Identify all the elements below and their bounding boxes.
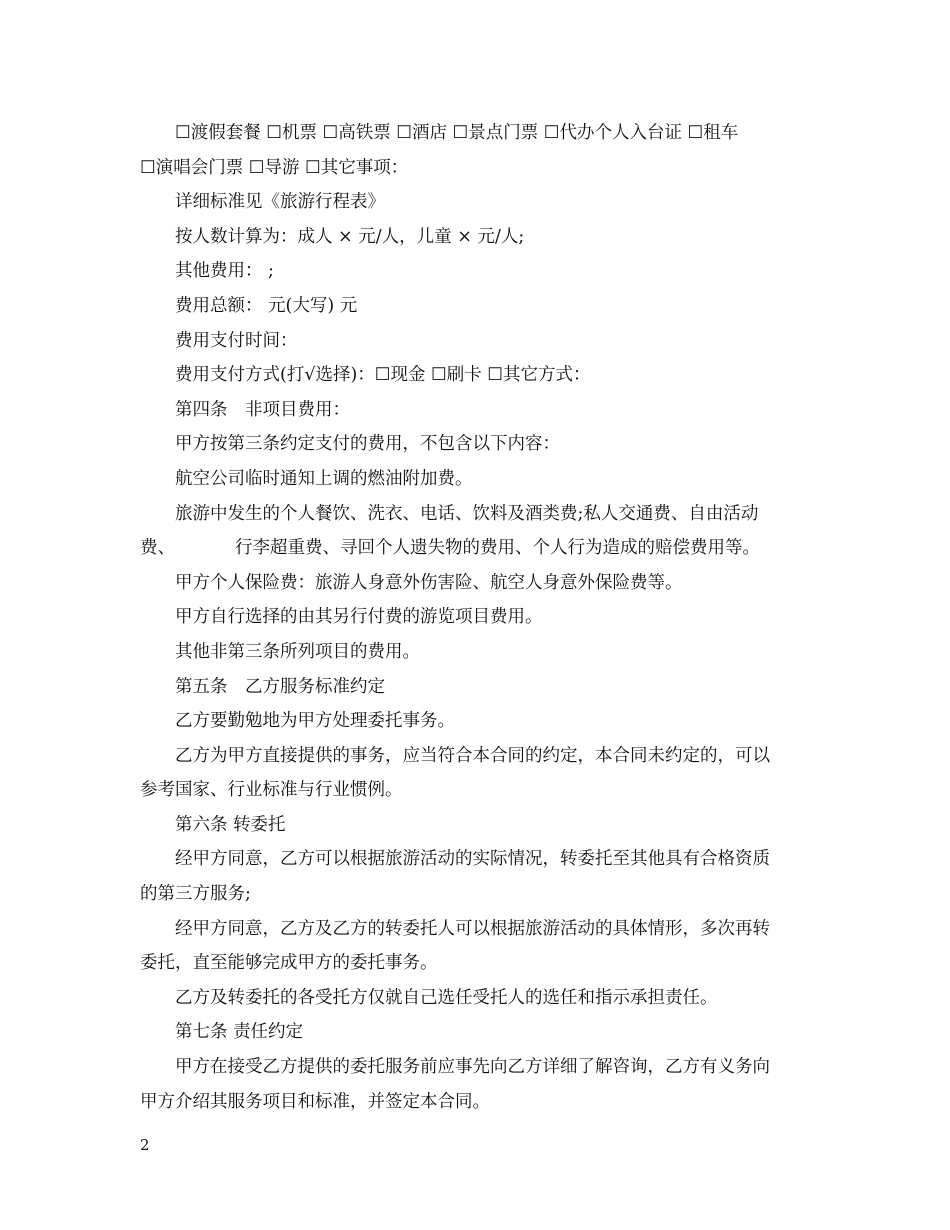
text-line: 的第三方服务; <box>140 884 251 905</box>
text-line: 详细标准见《旅游行程表》 <box>175 192 385 213</box>
text-line: 经甲方同意，乙方及乙方的转委托人可以根据旅游活动的具体情形，多次再转 <box>175 918 770 939</box>
text-line: 委托，直至能够完成甲方的委托事务。 <box>140 953 438 974</box>
text-line: 乙方要勤勉地为甲方处理委托事务。 <box>175 711 455 732</box>
document-body <box>140 116 812 1119</box>
text-line: 乙方及转委托的各受托方仅就自己选任受托人的选任和指示承担责任。 <box>175 987 718 1008</box>
text-line: 经甲方同意，乙方可以根据旅游活动的实际情况，转委托至其他具有合格资质 <box>175 849 770 870</box>
text-fragment: 费、 <box>140 538 175 559</box>
text-line: 甲方在接受乙方提供的委托服务前应事先向乙方详细了解咨询，乙方有义务向 <box>175 1057 770 1078</box>
text-fragment: 行李超重费、寻回个人遗失物的费用、个人行为造成的赔偿费用等。 <box>235 538 760 559</box>
text-line <box>140 531 812 566</box>
text-line: 按人数计算为：成人 × 元/人，儿童 × 元/人; <box>175 226 525 247</box>
text-line: 航空公司临时通知上调的燃油附加费。 <box>175 468 473 489</box>
text-line: 其他费用： ; <box>175 261 274 282</box>
text-line: 甲方按第三条约定支付的费用，不包含以下内容： <box>175 434 560 455</box>
text-line: 甲方个人保险费：旅游人身意外伤害险、航空人身意外保险费等。 <box>175 572 683 593</box>
text-line: 其他非第三条所列项目的费用。 <box>175 641 420 662</box>
text-line: 甲方自行选择的由其另行付费的游览项目费用。 <box>175 607 543 628</box>
section-heading: 第四条 非项目费用： <box>175 399 350 420</box>
text-line: 费用总额： 元(大写) 元 <box>175 295 358 316</box>
section-heading: 第六条 转委托 <box>175 814 286 835</box>
section-heading: 第七条 责任约定 <box>175 1022 304 1043</box>
text-line: ☐演唱会门票 ☐导游 ☐其它事项： <box>140 157 409 178</box>
text-line: 参考国家、行业标准与行业惯例。 <box>140 780 403 801</box>
text-line: 旅游中发生的个人餐饮、洗衣、电话、饮料及酒类费;私人交通费、自由活动 <box>175 503 759 524</box>
text-line: 费用支付时间： <box>175 330 298 351</box>
section-heading: 第五条 乙方服务标准约定 <box>175 676 385 697</box>
page-number: 2 <box>140 1136 150 1154</box>
text-line: 费用支付方式(打√选择)：☐现金 ☐刷卡 ☐其它方式： <box>175 365 591 386</box>
text-line: 乙方为甲方直接提供的事务，应当符合本合同的约定，本合同未约定的，可以 <box>175 745 770 766</box>
text-line: ☐渡假套餐 ☐机票 ☐高铁票 ☐酒店 ☐景点门票 ☐代办个人入台证 ☐租车 <box>175 123 739 143</box>
text-line: 甲方介绍其服务项目和标准，并签定本合同。 <box>140 1091 490 1112</box>
